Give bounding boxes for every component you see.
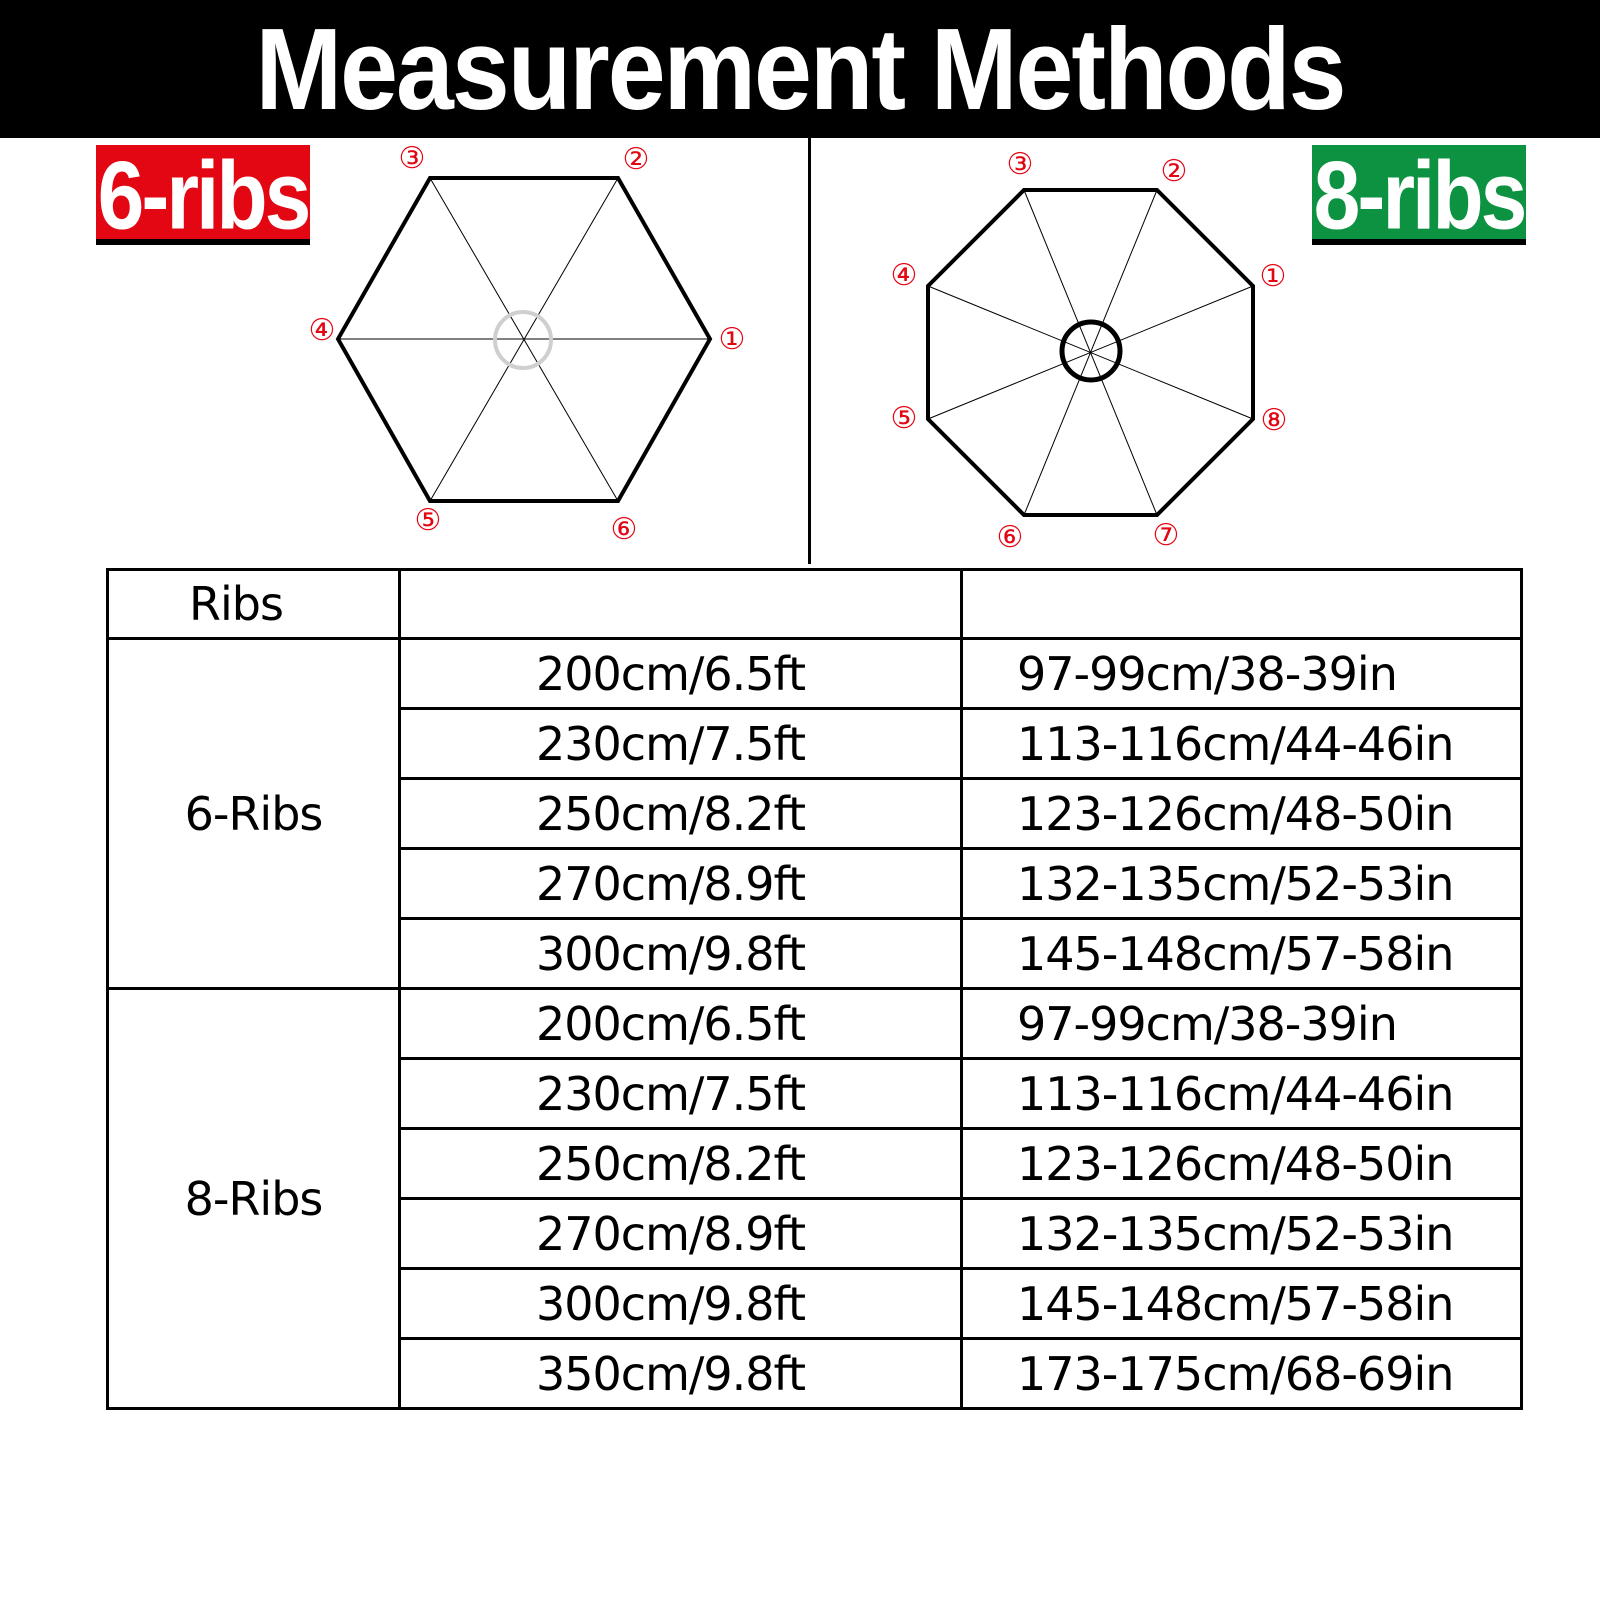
- length-cell: 123-126cm/48-50in: [962, 1129, 1522, 1199]
- header-rib-length: [962, 570, 1522, 639]
- size-text: 250cm/8.2ft: [536, 1136, 805, 1191]
- length-cell: 132-135cm/52-53in: [962, 849, 1522, 919]
- rib-diagrams: [0, 138, 1600, 564]
- table-row: [108, 639, 1522, 709]
- size-cell: [400, 1269, 962, 1339]
- page-title: Measurement Methods: [255, 4, 1345, 135]
- six-ribs-badge-label: 6-ribs: [97, 140, 309, 249]
- size-cell: [400, 1339, 962, 1409]
- size-cell: [400, 989, 962, 1059]
- hexagon-diagram: [309, 141, 746, 547]
- hex-rib-number-1: ①: [718, 322, 746, 357]
- size-text: 200cm/6.5ft: [536, 646, 805, 701]
- size-text: 350cm/9.8ft: [536, 1346, 805, 1401]
- size-cell: [400, 709, 962, 779]
- oct-rib-number-3: ③: [1006, 147, 1034, 182]
- length-cell: 113-116cm/44-46in: [962, 709, 1522, 779]
- length-cell: 97-99cm/38-39in: [962, 989, 1522, 1059]
- length-cell: 173-175cm/68-69in: [962, 1339, 1522, 1409]
- size-text: 200cm/6.5ft: [536, 996, 805, 1051]
- size-text: 230cm/7.5ft: [536, 716, 805, 771]
- hexagon-ribs: [338, 178, 710, 501]
- oct-rib-number-8: ⑧: [1260, 403, 1288, 438]
- oct-rib-number-4: ④: [890, 258, 918, 293]
- size-table: [106, 568, 1523, 1410]
- size-cell: [400, 1129, 962, 1199]
- oct-rib-number-1: ①: [1259, 259, 1287, 294]
- group-label-8-ribs: 8-Ribs: [108, 989, 400, 1409]
- hexagon-hub: [495, 312, 551, 368]
- octagon-diagram: [891, 147, 1288, 555]
- hex-rib-number-4: ④: [308, 313, 336, 348]
- size-cell: [400, 1199, 962, 1269]
- hex-rib-number-5: ⑤: [414, 503, 442, 538]
- size-text: 270cm/8.9ft: [536, 856, 805, 911]
- length-cell: 97-99cm/38-39in: [962, 639, 1522, 709]
- eight-ribs-badge-label: 8-ribs: [1313, 140, 1525, 249]
- hex-rib-number-6: ⑥: [610, 512, 638, 547]
- length-cell: 132-135cm/52-53in: [962, 1199, 1522, 1269]
- size-cell: [400, 919, 962, 989]
- title-bar: [0, 0, 1600, 138]
- size-cell: [400, 779, 962, 849]
- length-cell: 145-148cm/57-58in: [962, 919, 1522, 989]
- length-cell: 145-148cm/57-58in: [962, 1269, 1522, 1339]
- size-cell: [400, 1059, 962, 1129]
- length-cell: 113-116cm/44-46in: [962, 1059, 1522, 1129]
- oct-rib-number-6: ⑥: [996, 520, 1024, 555]
- size-text: 300cm/9.8ft: [536, 926, 805, 981]
- size-text: 250cm/8.2ft: [536, 786, 805, 841]
- size-cell: [400, 639, 962, 709]
- oct-rib-number-7: ⑦: [1152, 518, 1180, 553]
- length-cell: 123-126cm/48-50in: [962, 779, 1522, 849]
- oct-rib-number-5: ⑤: [890, 401, 918, 436]
- table-header-row: [108, 570, 1522, 639]
- oct-rib-number-2: ②: [1160, 154, 1188, 189]
- size-text: 230cm/7.5ft: [536, 1066, 805, 1121]
- size-cell: [400, 849, 962, 919]
- hex-rib-number-3: ③: [398, 141, 426, 176]
- hex-rib-number-2: ②: [622, 142, 650, 177]
- size-text: 270cm/8.9ft: [536, 1206, 805, 1261]
- group-label-6-ribs: 6-Ribs: [108, 639, 400, 989]
- size-text: 300cm/9.8ft: [536, 1276, 805, 1331]
- header-ribs: Ribs: [108, 570, 400, 639]
- header-umbrella-size: [400, 570, 962, 639]
- table-row: [108, 989, 1522, 1059]
